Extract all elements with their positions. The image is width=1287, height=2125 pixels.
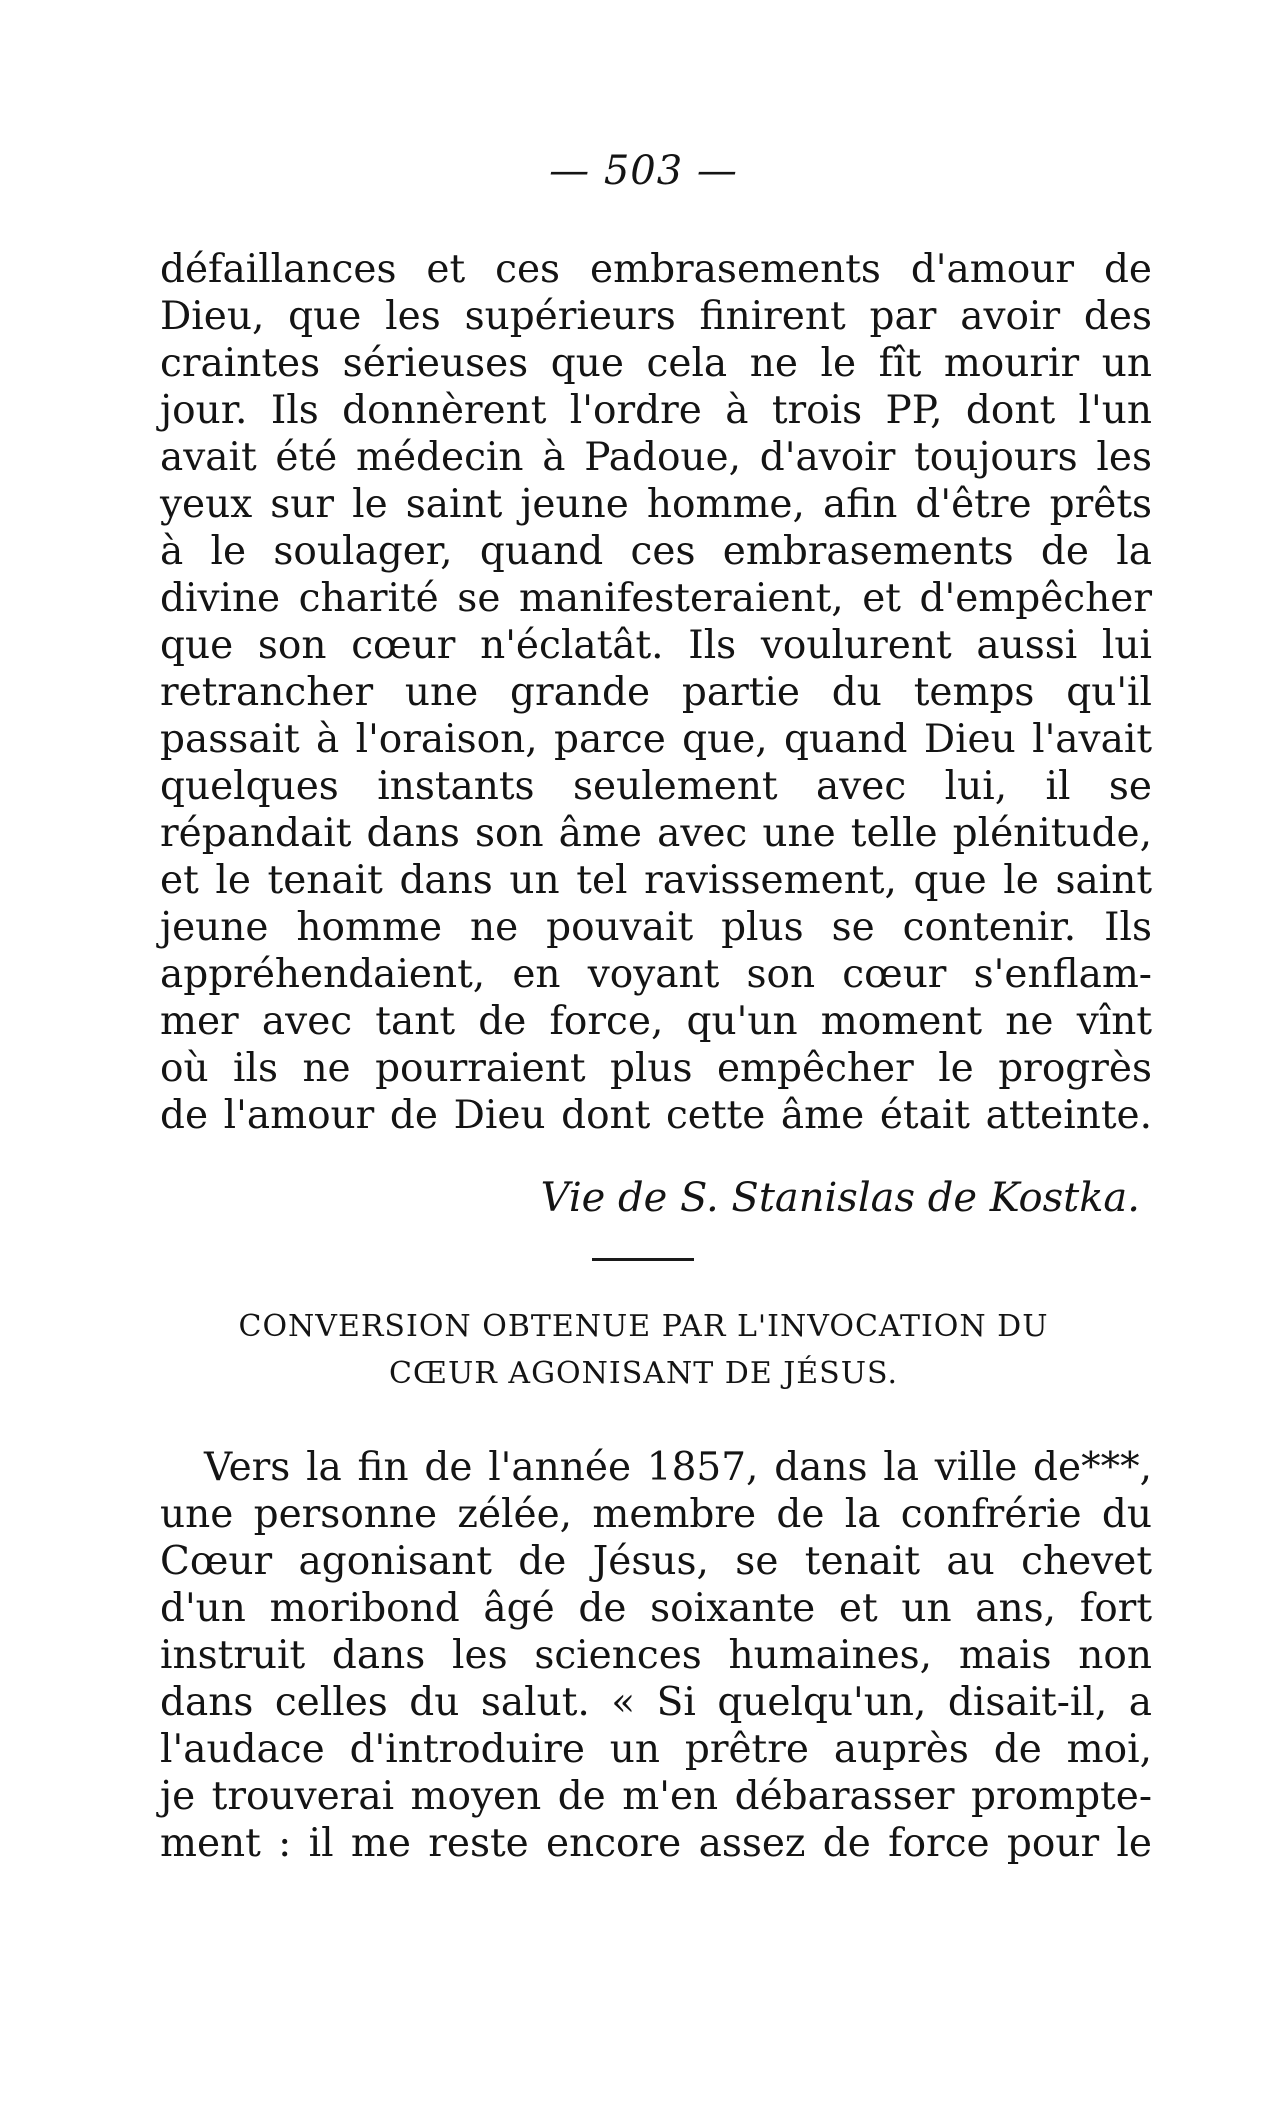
text-line: d'un moribond âgé de soixante et un ans, fort — [160, 1586, 1152, 1631]
text-line: dans celles du salut. « Si quelqu'un, disait-il, a — [160, 1680, 1152, 1725]
text-line: jour. Ils donnèrent l'ordre à trois PP, dont l'un — [160, 388, 1152, 433]
source-attribution: Vie de S. Stanislas de Kostka. — [540, 1175, 1140, 1221]
text-line: mer avec tant de force, qu'un moment ne vînt — [160, 999, 1152, 1044]
text-line: je trouverai moyen de m'en débarasser prompte- — [160, 1774, 1152, 1819]
text-line: Dieu, que les supérieurs finirent par avoir des — [160, 294, 1152, 339]
text-line: Cœur agonisant de Jésus, se tenait au chevet — [160, 1539, 1152, 1584]
text-line: craintes sérieuses que cela ne le fît mourir un — [160, 341, 1152, 386]
text-line: yeux sur le saint jeune homme, afin d'être prêts — [160, 482, 1152, 527]
text-line: où ils ne pourraient plus empêcher le progrès — [160, 1046, 1152, 1091]
text-line: Vers la fin de l'année 1857, dans la ville de***, — [204, 1445, 1152, 1490]
section-heading-line-2: CŒUR AGONISANT DE JÉSUS. — [388, 1356, 899, 1391]
text-line: l'audace d'introduire un prêtre auprès de moi, — [160, 1727, 1152, 1772]
section-heading-line-1: CONVERSION OBTENUE PAR L'INVOCATION DU — [238, 1309, 1049, 1344]
text-line: à le soulager, quand ces embrasements de la — [160, 529, 1152, 574]
text-line: une personne zélée, membre de la confrérie du — [160, 1492, 1152, 1537]
text-line: avait été médecin à Padoue, d'avoir toujours les — [160, 435, 1152, 480]
text-line: défaillances et ces embrasements d'amour de — [160, 247, 1152, 292]
text-line: passait à l'oraison, parce que, quand Dieu l'avait — [160, 717, 1152, 762]
text-line: de l'amour de Dieu dont cette âme était atteinte. — [160, 1093, 1152, 1138]
text-line: appréhendaient, en voyant son cœur s'enflam- — [160, 952, 1152, 997]
text-line: répandait dans son âme avec une telle plénitude, — [160, 811, 1152, 856]
text-line: que son cœur n'éclatât. Ils voulurent aussi lui — [160, 623, 1152, 668]
text-line: ment : il me reste encore assez de force pour le — [160, 1821, 1152, 1866]
paragraph-stanislas — [160, 246, 1152, 1139]
text-line: quelques instants seulement avec lui, il se — [160, 764, 1152, 809]
text-line: et le tenait dans un tel ravissement, que le saint — [160, 858, 1152, 903]
section-divider — [592, 1258, 694, 1261]
paragraph-conversion — [160, 1444, 1152, 1867]
text-line: retrancher une grande partie du temps qu'il — [160, 670, 1152, 715]
page-number: — 503 — — [549, 148, 738, 194]
text-line: jeune homme ne pouvait plus se contenir. Ils — [160, 905, 1152, 950]
text-line: instruit dans les sciences humaines, mais non — [160, 1633, 1152, 1678]
text-line: divine charité se manifesteraient, et d'empêcher — [160, 576, 1152, 621]
